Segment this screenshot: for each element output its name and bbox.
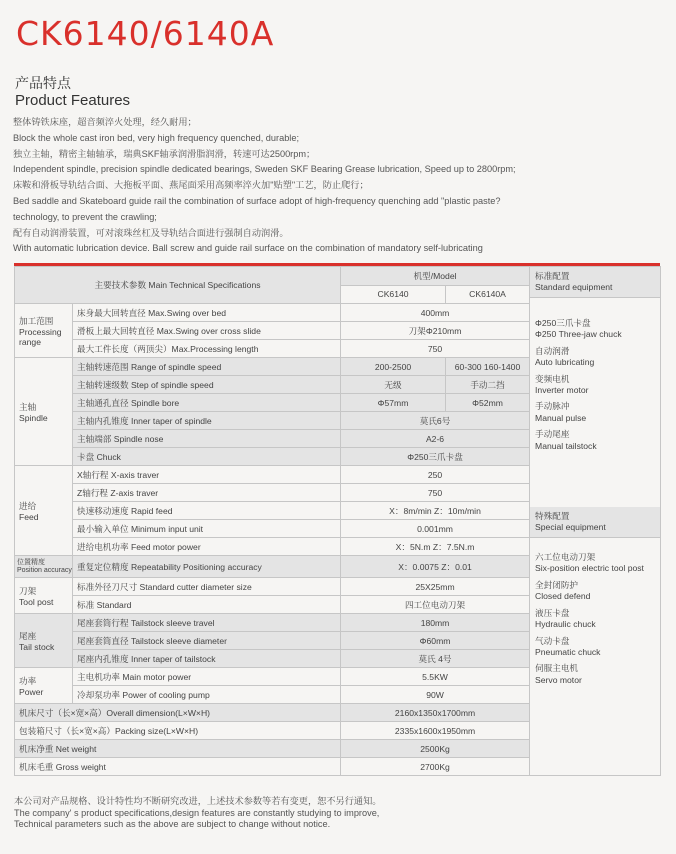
row-label: 主轴转速范围 Range of spindle speed [73, 358, 341, 376]
row-value: 四工位电动刀架 [341, 596, 530, 614]
row-label: 标准外径刀尺寸 Standard cutter diameter size [73, 578, 341, 596]
row-label: 尾座套筒行程 Tailstock sleeve travel [73, 614, 341, 632]
table-header-row [15, 267, 661, 286]
row-label: 机床毛重 Gross weight [15, 758, 341, 776]
row-value: Φ60mm [341, 632, 530, 650]
category-spindle: 主轴 Spindle [15, 358, 73, 466]
row-value: 2160x1350x1700mm [341, 704, 530, 722]
feature-line: 整体铸铁床座，超音频淬火处理，经久耐用； [13, 117, 197, 127]
row-label: Z轴行程 Z-axis traver [73, 484, 341, 502]
feature-line: With automatic lubrication device. Ball screw and guide rail surface on the combination of mandatory self-lubricating [13, 243, 483, 254]
row-label: 主轴端部 Spindle nose [73, 430, 341, 448]
category-tailstock: 尾座 Tail stock [15, 614, 73, 668]
row-value: 180mm [341, 614, 530, 632]
footnote-line: The company' s product specifications,design features are constantly studying to improve, [14, 807, 380, 818]
row-value: Φ250三爪卡盘 [341, 448, 530, 466]
equipment-item: 气动卡盘 Pneumatic chuck [535, 635, 601, 657]
row-value: 2500Kg [341, 740, 530, 758]
category-feed: 进给 Feed [15, 466, 73, 556]
row-value: 2335x1600x1950mm [341, 722, 530, 740]
footnote-line: 本公司对产品规格、设计特性均不断研究改进，上述技术参数等若有变更，恕不另行通知。 [14, 796, 382, 806]
equipment-item: 自动润滑 Auto lubricating [535, 345, 595, 368]
row-value: 5.5KW [341, 668, 530, 686]
row-value: 手动二挡 [446, 376, 530, 394]
row-label: 最大工件长度（两顶尖）Max.Processing length [73, 340, 341, 358]
equipment-item: 伺服主电机 Servo motor [535, 663, 582, 685]
standard-equipment-header: 标准配置 Standard equipment [530, 267, 660, 298]
row-value: 750 [341, 484, 530, 502]
equipment-item: 全封闭防护 Closed defend [535, 579, 591, 602]
page-title: CK6140/6140A [16, 14, 275, 53]
row-label: 最小输入单位 Minimum input unit [73, 520, 341, 538]
row-label: 床身最大回转直径 Max.Swing over bed [73, 304, 341, 322]
row-value: 90W [341, 686, 530, 704]
equipment-item: 六工位电动刀架 Six-position electric tool post [535, 552, 644, 574]
header-model-1: CK6140 [341, 285, 446, 304]
equipment-item: 手动尾座 Manual tailstock [535, 429, 597, 451]
section-title-cn: 产品特点 [15, 75, 71, 91]
row-label: 重复定位精度 Repeatability Positioning accuracy [73, 556, 341, 578]
row-value: 无级 [341, 376, 446, 394]
category-position: 位置精度 Position accuracy [15, 556, 73, 578]
row-value: 250 [341, 466, 530, 484]
feature-line: 独立主轴，精密主轴轴承，瑞典SKF轴承润滑脂润滑，转速可达2500rpm； [13, 148, 316, 159]
row-label: 机床尺寸（长×宽×高）Overall dimension(L×W×H) [15, 704, 341, 722]
category-power: 功率 Power [15, 668, 73, 704]
row-value: X：8m/min Z：10m/min [341, 502, 530, 520]
feature-line: 配有自动润滑装置，可对滚珠丝杠及导轨结合面进行强制自动润滑。 [13, 227, 289, 238]
row-label: 标准 Standard [73, 596, 341, 614]
row-value: 750 [341, 340, 530, 358]
row-value: 莫氏6号 [341, 412, 530, 430]
equipment-column [530, 267, 661, 776]
category-processing: 加工范围 Processing range [15, 304, 73, 358]
row-label: 主轴通孔直径 Spindle bore [73, 394, 341, 412]
row-value: 60-300 160-1400 [446, 358, 530, 376]
row-value: X：5N.m Z：7.5N.m [341, 538, 530, 556]
row-label: 冷却泵功率 Power of cooling pump [73, 686, 341, 704]
row-label: 尾座套筒直径 Tailstock sleeve diameter [73, 632, 341, 650]
row-value: 200-2500 [341, 358, 446, 376]
row-label: 主电机功率 Main motor power [73, 668, 341, 686]
feature-line: 床鞍和滑板导轨结合面、大拖板平面、燕尾面采用高频率淬火加"贴塑"工艺，防止爬行； [13, 180, 369, 191]
category-toolpost: 刀架 Tool post [15, 578, 73, 614]
row-label: 快速移动速度 Rapid feed [73, 502, 341, 520]
row-label: 主轴内孔锥度 Inner taper of spindle [73, 412, 341, 430]
row-value: Φ52mm [446, 394, 530, 412]
row-value: Φ57mm [341, 394, 446, 412]
feature-line: Block the whole cast iron bed, very high frequency quenched, durable; [13, 132, 300, 143]
features-list [13, 115, 663, 257]
feature-line: technology, to prevent the crawling; [13, 211, 157, 222]
row-label: 进给电机功率 Feed motor power [73, 538, 341, 556]
equipment-item: Φ250三爪卡盘 Φ250 Three-jaw chuck [535, 318, 622, 340]
row-value: A2-6 [341, 430, 530, 448]
row-value: 400mm [341, 304, 530, 322]
row-label: X轴行程 X-axis traver [73, 466, 341, 484]
header-model: 机型/Model [341, 267, 530, 286]
footnote [14, 796, 382, 831]
row-label: 包装箱尺寸（长×宽×高）Packing size(L×W×H) [15, 722, 341, 740]
row-value: 2700Kg [341, 758, 530, 776]
row-value: 莫氏 4号 [341, 650, 530, 668]
feature-line: Bed saddle and Skateboard guide rail the combination of surface adopt of high-frequency quenching add "plastic paste? [13, 195, 501, 206]
row-value: 刀架Φ210mm [341, 322, 530, 340]
equipment-item: 变频电机 Inverter motor [535, 373, 589, 396]
row-value: X：0.0075 Z：0.01 [341, 556, 530, 578]
header-model-2: CK6140A [446, 285, 530, 304]
row-value: 25X25mm [341, 578, 530, 596]
row-label: 机床净重 Net weight [15, 740, 341, 758]
equipment-item: 手动脉冲 Manual pulse [535, 401, 587, 423]
feature-line: Independent spindle, precision spindle dedicated bearings, Sweden SKF Bearing Grease lubrication, Speed up to 2800rpm; [13, 164, 516, 175]
spec-table [14, 266, 661, 776]
special-equipment-header: 特殊配置 Special equipment [530, 507, 660, 538]
row-label: 尾座内孔锥度 Inner taper of tailstock [73, 650, 341, 668]
section-title-en: Product Features [15, 92, 131, 109]
row-label: 滑板上最大回转直径 Max.Swing over cross slide [73, 322, 341, 340]
equipment-item: 液压卡盘 Hydraulic chuck [535, 607, 596, 630]
row-value: 0.001mm [341, 520, 530, 538]
footnote-line: Technical parameters such as the above are subject to change without notice. [14, 819, 331, 830]
header-main: 主要技术参数 Main Technical Specifications [15, 267, 341, 304]
row-label: 卡盘 Chuck [73, 448, 341, 466]
row-label: 主轴转速级数 Step of spindle speed [73, 376, 341, 394]
